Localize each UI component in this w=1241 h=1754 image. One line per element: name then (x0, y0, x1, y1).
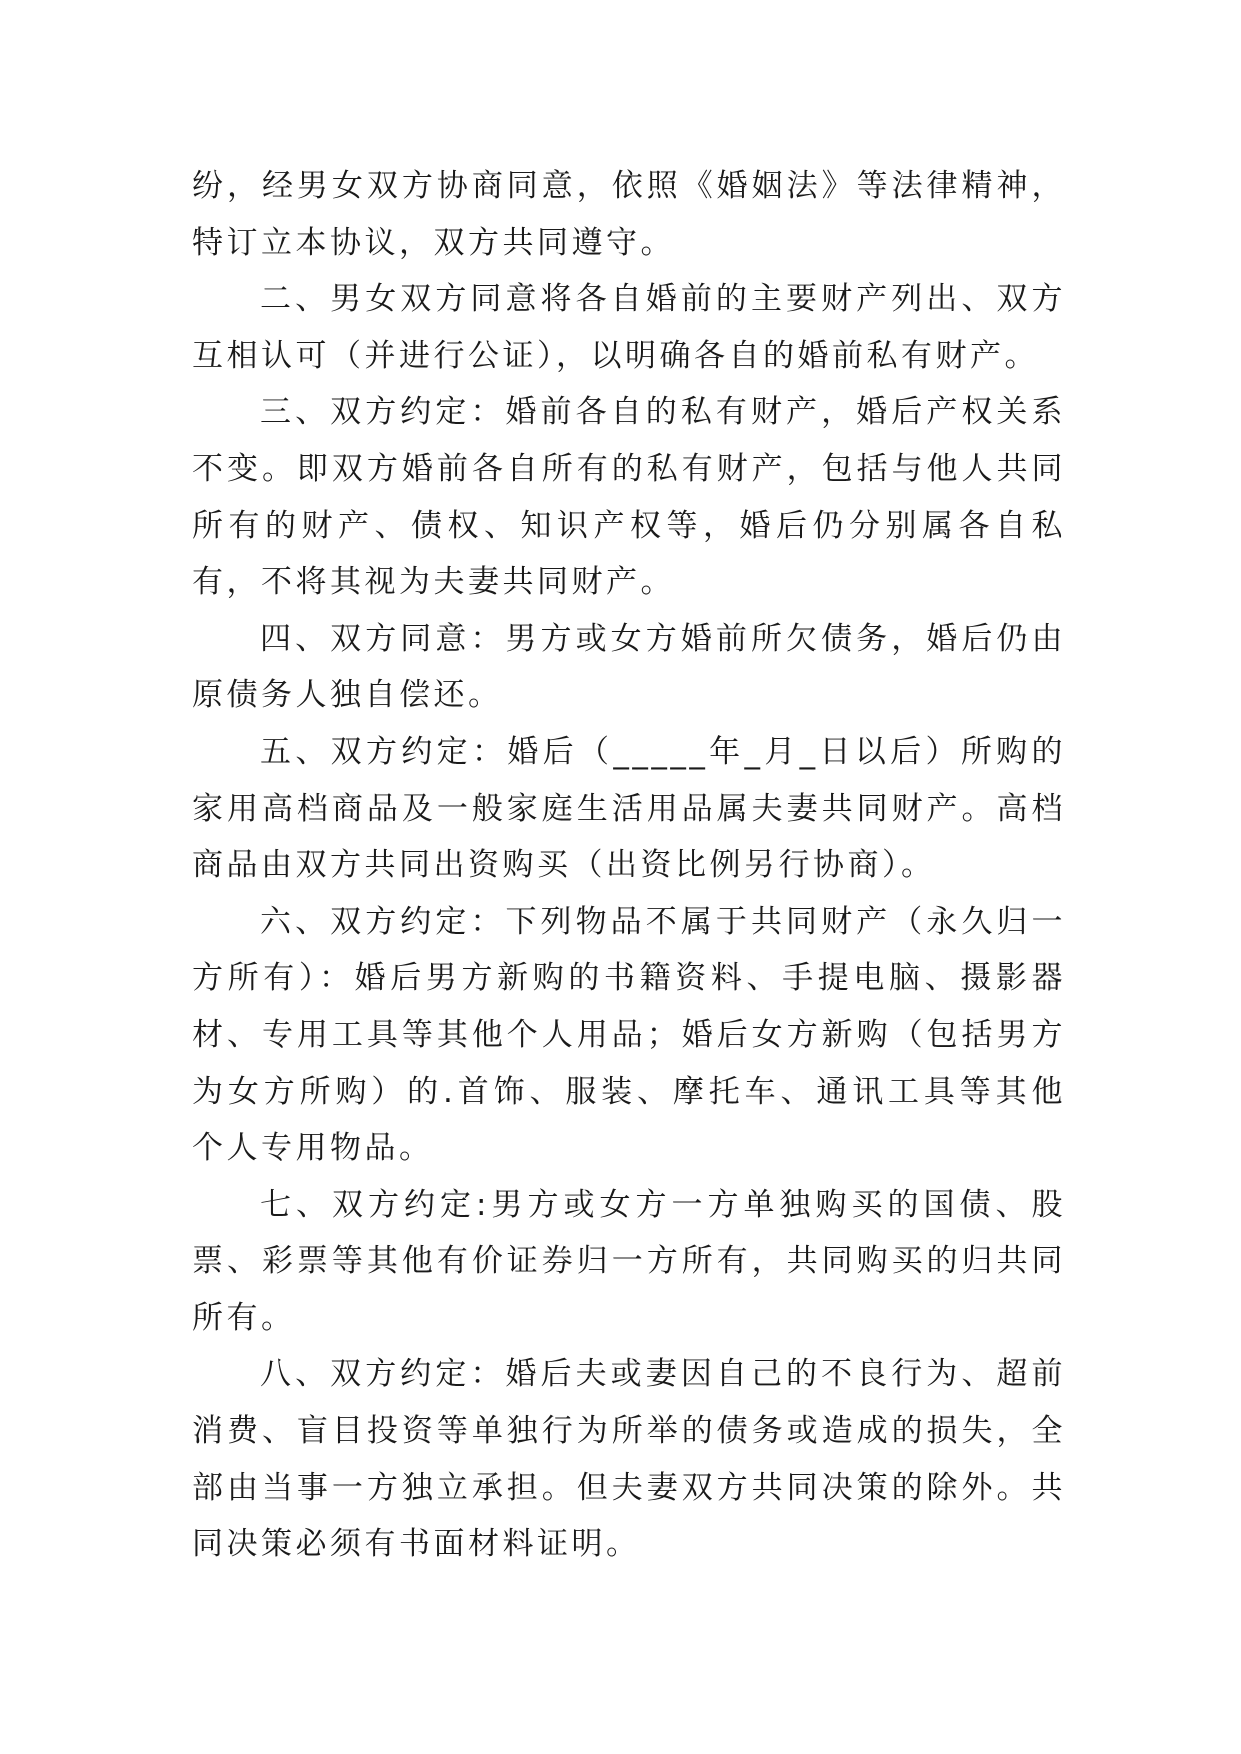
paragraph-continuation: 纷，经男女双方协商同意，依照《婚姻法》等法律精神，特订立本协议，双方共同遵守。 (192, 168, 1066, 261)
paragraph-clause-6: 六、双方约定：下列物品不属于共同财产（永久归一方所有）：婚后男方新购的书籍资料、手提电脑、摄影器材、专用工具等其他个人用品；婚后女方新购（包括男方为女方所购）的.首饰、服装、摩托车、通讯工具等其他个人专用物品。 (192, 903, 1066, 1167)
paragraph-clause-2: 二、男女双方同意将各自婚前的主要财产列出、双方互相认可（并进行公证），以明确各自的婚前私有财产。 (192, 281, 1066, 374)
document-body (192, 158, 1066, 1573)
paragraph-clause-3: 三、双方约定：婚前各自的私有财产，婚后产权关系不变。即双方婚前各自所有的私有财产，包括与他人共同所有的财产、债权、知识产权等，婚后仍分别属各自私有，不将其视为夫妻共同财产。 (192, 394, 1066, 601)
paragraph-clause-7: 七、双方约定:男方或女方一方单独购买的国债、股票、彩票等其他有价证券归一方所有，共同购买的归共同所有。 (192, 1186, 1066, 1336)
paragraph-clause-4: 四、双方同意：男方或女方婚前所欠债务，婚后仍由原债务人独自偿还。 (192, 620, 1066, 714)
paragraph-clause-8: 八、双方约定：婚后夫或妻因自己的不良行为、超前消费、盲目投资等单独行为所举的债务或造成的损失，全部由当事一方独立承担。但夫妻双方共同决策的除外。共同决策必须有书面材料证明。 (192, 1356, 1066, 1563)
paragraph-clause-5: 五、双方约定：婚后（_____年_月_日以后）所购的家用高档商品及一般家庭生活用品属夫妻共同财产。高档商品由双方共同出资购买（出资比例另行协商）。 (192, 733, 1066, 884)
